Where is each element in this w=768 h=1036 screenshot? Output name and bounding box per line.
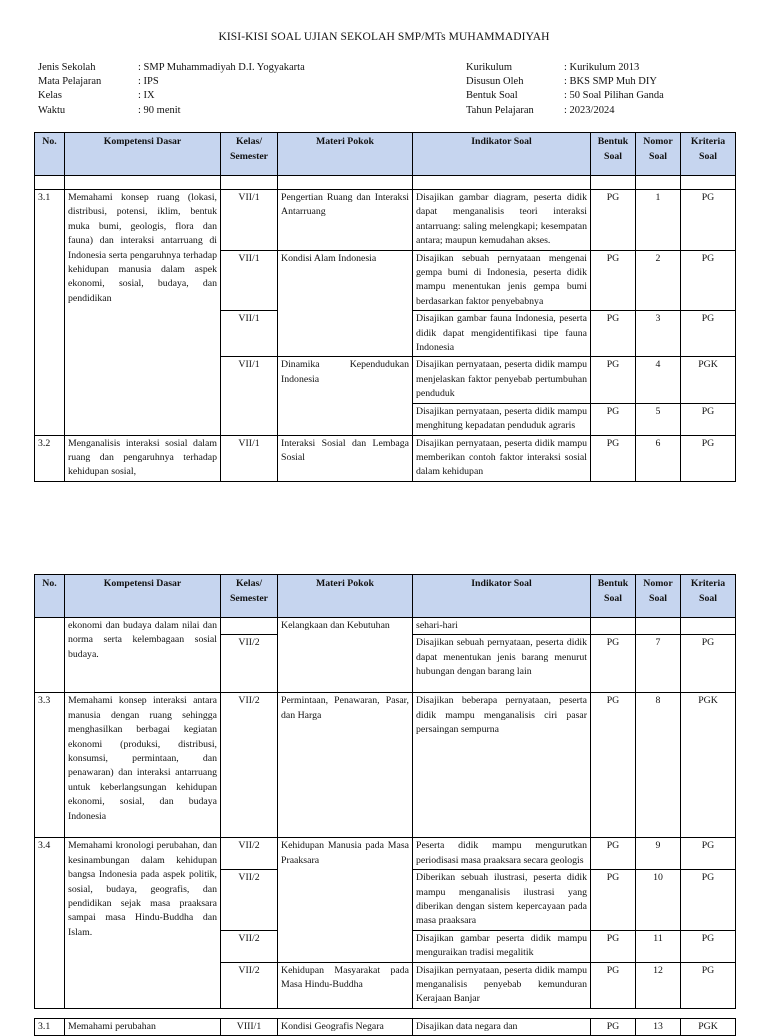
indikator-cell: sehari-hari (413, 618, 591, 635)
kd-number: 3.1 (35, 1019, 65, 1036)
header-indikator-soal: Indikator Soal (413, 575, 591, 618)
kd-number: 3.2 (35, 435, 65, 481)
table-row (35, 435, 736, 481)
nomor-cell: 4 (636, 357, 681, 403)
bentuk-cell: PG (591, 962, 636, 1008)
indikator-cell: Disajikan pernyataan, peserta didik mampu memberikan contoh faktor interaksi sosial dalam kehidupan (413, 435, 591, 481)
kompetensi-dasar-text: Menganalisis interaksi sosial dalam ruang dan pengaruhnya terhadap kehidupan sosial, (65, 435, 221, 481)
header-soal: Soal (649, 592, 667, 604)
header-soal: Soal (649, 150, 667, 162)
nomor-cell: 8 (636, 693, 681, 838)
meta-label: Waktu (38, 104, 66, 116)
header-semester: Semester (229, 592, 269, 604)
kelas-cell: VII/2 (221, 870, 278, 931)
materi-cell: Kehidupan Manusia pada Masa Praaksara (278, 838, 413, 962)
meta-label: Mata Pelajaran (38, 76, 102, 88)
header-soal: Soal (699, 150, 717, 162)
indikator-cell: Disajikan gambar fauna Indonesia, peserta didik dapat mengidentifikasi tipe fauna Indonesia (413, 311, 591, 357)
bentuk-cell: PG (591, 190, 636, 251)
materi-cell: Kelangkaan dan Kebutuhan (278, 618, 413, 693)
kriteria-cell: PG (681, 250, 736, 311)
kriteria-cell: PG (681, 635, 736, 693)
nomor-cell: 12 (636, 962, 681, 1008)
meta-row (38, 75, 305, 89)
table-row (35, 618, 736, 635)
kriteria-cell: PGK (681, 693, 736, 838)
header-nomor-soal (636, 575, 681, 618)
kelas-cell: VII/1 (221, 250, 278, 311)
curriculum-info (466, 61, 664, 118)
meta-label: Disusun Oleh (466, 76, 524, 88)
meta-row (38, 61, 305, 75)
materi-cell: Pengertian Ruang dan Interaksi Antarruang (278, 190, 413, 251)
kelas-cell: VII/2 (221, 838, 278, 870)
meta-label: Kelas (38, 90, 62, 102)
header-nomor: Nomor (643, 578, 673, 589)
header-kelas-semester (221, 133, 278, 176)
meta-label: Tahun Pelajaran (466, 104, 534, 116)
meta-value: : 90 menit (138, 104, 181, 116)
school-info (38, 61, 305, 118)
meta-label: Bentuk Soal (466, 90, 518, 102)
kelas-cell: VII/1 (221, 357, 278, 435)
bentuk-cell: PG (591, 693, 636, 838)
bentuk-cell: PG (591, 250, 636, 311)
bentuk-cell: PG (591, 1019, 636, 1036)
materi-cell: Interaksi Sosial dan Lembaga Sosial (278, 435, 413, 481)
header-no: No. (35, 575, 65, 618)
meta-value: : BKS SMP Muh DIY (564, 76, 657, 88)
meta-row (466, 75, 664, 89)
bentuk-cell: PG (591, 930, 636, 962)
nomor-cell: 11 (636, 930, 681, 962)
indikator-cell: Disajikan pernyataan, peserta didik mampu menghitung kepadatan penduduk agraris (413, 403, 591, 435)
header-bentuk-soal (591, 575, 636, 618)
kelas-cell (221, 618, 278, 635)
materi-cell: Dinamika Kependudukan Indonesia (278, 357, 413, 435)
indikator-cell: Disajikan data negara dan (413, 1019, 591, 1036)
materi-cell: Kehidupan Masyarakat pada Masa Hindu-Buddha (278, 962, 413, 1008)
kriteria-cell: PG (681, 930, 736, 962)
kompetensi-dasar-text: Memahami kronologi perubahan, dan kesinambungan dalam kehidupan bangsa Indonesia pada aspek politik, sosial, budaya, geografis, dan pendidikan sejak masa praaksara sampai masa Hindu-Buddha dan Islam. (65, 838, 221, 1008)
nomor-cell: 6 (636, 435, 681, 481)
indikator-cell: Disajikan pernyataan, peserta didik mampu menjelaskan faktor penyebab pertumbuhan penduduk (413, 357, 591, 403)
meta-label: Jenis Sekolah (38, 62, 96, 73)
kriteria-cell (681, 618, 736, 635)
nomor-cell: 10 (636, 870, 681, 931)
header-nomor: Nomor (643, 136, 673, 147)
kd-number: 3.1 (35, 190, 65, 436)
kelas-cell: VII/2 (221, 962, 278, 1008)
kriteria-cell: PGK (681, 357, 736, 403)
nomor-cell: 1 (636, 190, 681, 251)
header-kriteria: Kriteria (690, 578, 726, 589)
kelas-cell: VII/2 (221, 930, 278, 962)
indikator-cell: Disajikan gambar peserta didik mampu menguraikan tradisi megalitik (413, 930, 591, 962)
header-bentuk: Bentuk (597, 136, 629, 147)
kompetensi-dasar-text: Memahami konsep ruang (lokasi, distribusi, potensi, iklim, bentuk muka bumi, geologis, flora dan fauna) dan interaksi antarruang di Indonesia serta pengaruhnya terhadap kehidupan manusia dalam aspek ekonomi, sosial, budaya, dan pendidikan (65, 190, 221, 436)
indikator-cell: Disajikan beberapa pernyataan, peserta didik mampu menganalisis ciri pasar persaingan sempurna (413, 693, 591, 838)
header-materi-pokok: Materi Pokok (278, 575, 413, 618)
kelas-cell: VIII/1 (221, 1019, 278, 1036)
meta-row (466, 89, 664, 103)
bentuk-cell (591, 618, 636, 635)
bentuk-cell: PG (591, 311, 636, 357)
table-row (35, 838, 736, 870)
kisi-kisi-table-page-2 (34, 574, 736, 1009)
bentuk-cell: PG (591, 435, 636, 481)
meta-row (38, 104, 305, 118)
meta-value: : IX (138, 90, 155, 102)
kompetensi-dasar-text: Memahami perubahan (65, 1019, 221, 1036)
kelas-cell: VII/1 (221, 311, 278, 357)
meta-value: : 2023/2024 (564, 104, 615, 116)
header-kompetensi-dasar: Kompetensi Dasar (65, 575, 221, 618)
kriteria-cell: PG (681, 403, 736, 435)
header-kompetensi-dasar: Kompetensi Dasar (65, 133, 221, 176)
header-bentuk-soal (591, 133, 636, 176)
nomor-cell (636, 618, 681, 635)
header-kelas-semester (221, 575, 278, 618)
header-soal: Soal (699, 592, 717, 604)
indikator-cell: Peserta didik mampu mengurutkan periodisasi masa praaksara secara geologis (413, 838, 591, 870)
header-kelas: Kelas/ (235, 136, 263, 147)
bentuk-cell: PG (591, 403, 636, 435)
kriteria-cell: PG (681, 962, 736, 1008)
nomor-cell: 9 (636, 838, 681, 870)
meta-value: : 50 Soal Pilihan Ganda (564, 90, 664, 102)
table-row (35, 1019, 736, 1036)
kelas-cell: VII/2 (221, 635, 278, 693)
kelas-cell: VII/1 (221, 190, 278, 251)
table-row (35, 693, 736, 838)
header-indikator-soal: Indikator Soal (413, 133, 591, 176)
kriteria-cell: PG (681, 435, 736, 481)
header-soal: Soal (604, 592, 622, 604)
document-title: KISI-KISI SOAL UJIAN SEKOLAH SMP/MTs MUHAMMADIYAH (218, 31, 550, 43)
header-kelas: Kelas/ (235, 578, 263, 589)
materi-cell: Kondisi Geografis Negara (278, 1019, 413, 1036)
header-semester: Semester (229, 150, 269, 162)
kisi-kisi-table-page-1 (34, 132, 736, 482)
indikator-cell: Diberikan sebuah ilustrasi, peserta didik mampu menganalisis ilustrasi yang diberikan dengan sistem kepercayaan pada masa praaksara (413, 870, 591, 931)
kd-number (35, 618, 65, 693)
materi-cell: Kondisi Alam Indonesia (278, 250, 413, 357)
materi-cell: Permintaan, Penawaran, Pasar, dan Harga (278, 693, 413, 838)
meta-label: Kurikulum (466, 62, 513, 73)
kd-number: 3.4 (35, 838, 65, 1008)
kelas-cell: VII/2 (221, 693, 278, 838)
meta-row (466, 61, 664, 75)
kriteria-cell: PG (681, 311, 736, 357)
header-kriteria-soal (681, 133, 736, 176)
header-soal: Soal (604, 150, 622, 162)
kriteria-cell: PG (681, 190, 736, 251)
indikator-cell: Disajikan sebuah pernyataan, peserta didik dapat menentukan jenis barang menurut hubungan dengan barang lain (413, 635, 591, 693)
indikator-cell: Disajikan sebuah pernyataan mengenai gempa bumi di Indonesia, peserta didik mampu menentukan jenis gempa bumi berdasarkan faktor penyebabnya (413, 250, 591, 311)
nomor-cell: 2 (636, 250, 681, 311)
bentuk-cell: PG (591, 635, 636, 693)
kelas-cell: VII/1 (221, 435, 278, 481)
bentuk-cell: PG (591, 357, 636, 403)
header-nomor-soal (636, 133, 681, 176)
kisi-kisi-table-page-3 (34, 1018, 736, 1036)
kriteria-cell: PGK (681, 1019, 736, 1036)
kd-number: 3.3 (35, 693, 65, 838)
kompetensi-dasar-text: Memahami konsep interaksi antara manusia dengan ruang sehingga menghasilkan berbagai kegiatan ekonomi (produksi, distribusi, konsumsi, permintaan, dan penawaran) dan interaksi antarruang untuk keberlangsungan kehidupan ekonomi, sosial, dan budaya Indonesia (65, 693, 221, 838)
header-kriteria-soal (681, 575, 736, 618)
meta-value: : IPS (138, 76, 159, 88)
meta-row (38, 89, 305, 103)
spacer-row (35, 176, 736, 190)
indikator-cell: Disajikan gambar diagram, peserta didik dapat menganalisis teori interaksi antarruang: saling melengkapi; kesempatan antara; maupun kemudahan akses. (413, 190, 591, 251)
meta-value: : Kurikulum 2013 (564, 62, 640, 73)
kriteria-cell: PG (681, 838, 736, 870)
meta-value: : SMP Muhammadiyah D.I. Yogyakarta (138, 62, 305, 73)
kompetensi-dasar-text: ekonomi dan budaya dalam nilai dan norma serta kelembagaan sosial budaya. (65, 618, 221, 693)
nomor-cell: 3 (636, 311, 681, 357)
table-row (35, 190, 736, 251)
header-kriteria: Kriteria (690, 136, 726, 147)
header-materi-pokok: Materi Pokok (278, 133, 413, 176)
bentuk-cell: PG (591, 838, 636, 870)
nomor-cell: 7 (636, 635, 681, 693)
indikator-cell: Disajikan pernyataan, peserta didik mampu menganalisis penyebab kemunduran Kerajaan Banjar (413, 962, 591, 1008)
meta-row (466, 104, 664, 118)
header-bentuk: Bentuk (597, 578, 629, 589)
table-header-row (35, 575, 736, 618)
table-header-row (35, 133, 736, 176)
nomor-cell: 5 (636, 403, 681, 435)
nomor-cell: 13 (636, 1019, 681, 1036)
header-no: No. (35, 133, 65, 176)
kriteria-cell: PG (681, 870, 736, 931)
bentuk-cell: PG (591, 870, 636, 931)
